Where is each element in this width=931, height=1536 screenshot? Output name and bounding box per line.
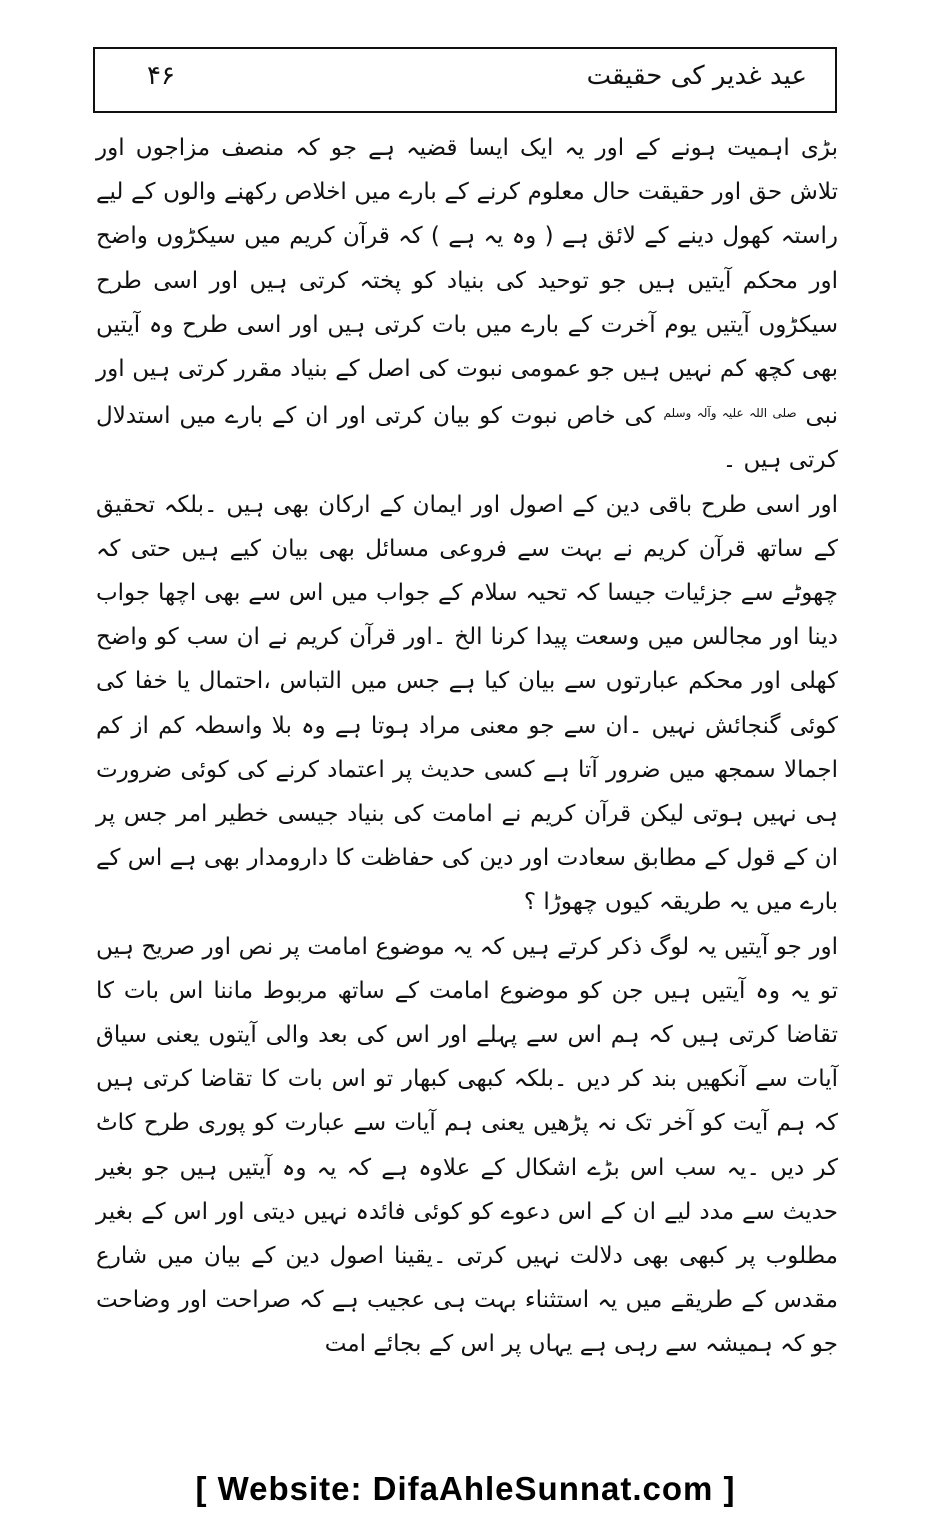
- website-footer: [ Website: DifaAhleSunnat.com ]: [195, 1470, 736, 1507]
- running-title: عید غدیر کی حقیقت: [586, 61, 807, 91]
- page-header: [93, 47, 837, 113]
- paragraph-3: اور جو آیتیں یہ لوگ ذکر کرتے ہیں کہ یہ موضوع امامت پر نص اور صریح ہیں تو یہ وہ آیتیں ہیں جن کو موضوع امامت کے ساتھ مربوط ماننا اس بات کا تقاضا کرتی ہیں کہ ہم اس سے پہلے اور اس کی بعد والی آیتوں یعنی سیاق آیات سے آنکھیں بند کر دیں ۔بلکہ کبھی کبھار تو اس بات کا تقاضا کرتی ہیں کہ ہم آیت کو آخر تک نہ پڑھیں یعنی ہم آیات سے عبارت کو پوری طرح کاٹ کر دیں ۔یہ سب اس بڑے اشکال کے علاوہ ہے کہ یہ وہ آیتیں ہیں جو بغیر حدیث سے مدد لیے ان کے اس دعوے کو کوئی فائدہ نہیں دیتی اور اس کے بغیر مطلوب پر کبھی بھی دلالت نہیں کرتی ۔یقینا اصول دین کے بیان میں شارع مقدس کے طریقے میں یہ استثناء بہت ہی عجیب ہے کہ صراحت اور وضاحت جو کہ ہمیشہ سے رہی ہے یہاں پر اس کے بجائے امت: [96, 933, 838, 1358]
- paragraph-1-text-a: بڑی اہمیت ہونے کے اور یہ ایک ایسا قضیہ ہے جو کہ منصف مزاجوں اور تلاش حق اور حقیقت حال معلوم کرنے کے بارے میں اخلاص رکھنے والوں کے لیے راستہ کھول دینے کے لائق ہے ( وہ یہ ہے ) کہ قرآن کریم میں سیکڑوں واضح اور محکم آیتیں ہیں جو توحید کی بنیاد کو پختہ کرتی ہیں اور اسی طرح سیکڑوں آیتیں یوم آخرت کے بارے میں بات کرتی ہیں اور اسی طرح وہ آیتیں بھی کچھ کم نہیں ہیں جو عمومی نبوت کی اصل کے بنیاد مقرر کرتی ہیں اور نبی: [96, 135, 839, 430]
- paragraph-1: [96, 126, 838, 483]
- honorific-mark: صلی اللہ علیہ وآلہ وسلم: [663, 406, 797, 421]
- page-number: ۴۶: [147, 61, 175, 91]
- body-text: [96, 126, 838, 1367]
- paragraph-1-text-b: کی خاص نبوت کو بیان کرتی اور ان کے بارے میں استدلال کرتی ہیں ۔: [96, 403, 838, 474]
- paragraph-2: اور اسی طرح باقی دین کے اصول اور ایمان کے ارکان بھی ہیں ۔بلکہ تحقیق کے ساتھ قرآن کریم نے بہت سے فروعی مسائل بھی بیان کیے ہیں حتی کہ چھوٹے سے جزئیات جیسا کہ تحیہ سلام کے جواب میں اس سے بھی اچھا جواب دینا اور مجالس میں وسعت پیدا کرنا الخ ۔اور قرآن کریم نے ان سب کو واضح کھلی اور محکم عبارتوں سے بیان کیا ہے جس میں التباس ،احتمال یا خفا کی کوئی گنجائش نہیں ۔ان سے جو معنی مراد ہوتا ہے وہ بلا واسطہ کم از کم اجمالا سمجھ میں ضرور آتا ہے کسی حدیث پر اعتماد کرنے کی کوئی ضرورت ہی نہیں ہوتی لیکن قرآن کریم نے امامت کی بنیاد جیسی خطیر امر جس پر ان کے قول کے مطابق سعادت اور دین کی حفاظت کا دارومدار بھی ہے اس کے بارے میں یہ طریقہ کیوں چھوڑا ؟: [96, 491, 838, 916]
